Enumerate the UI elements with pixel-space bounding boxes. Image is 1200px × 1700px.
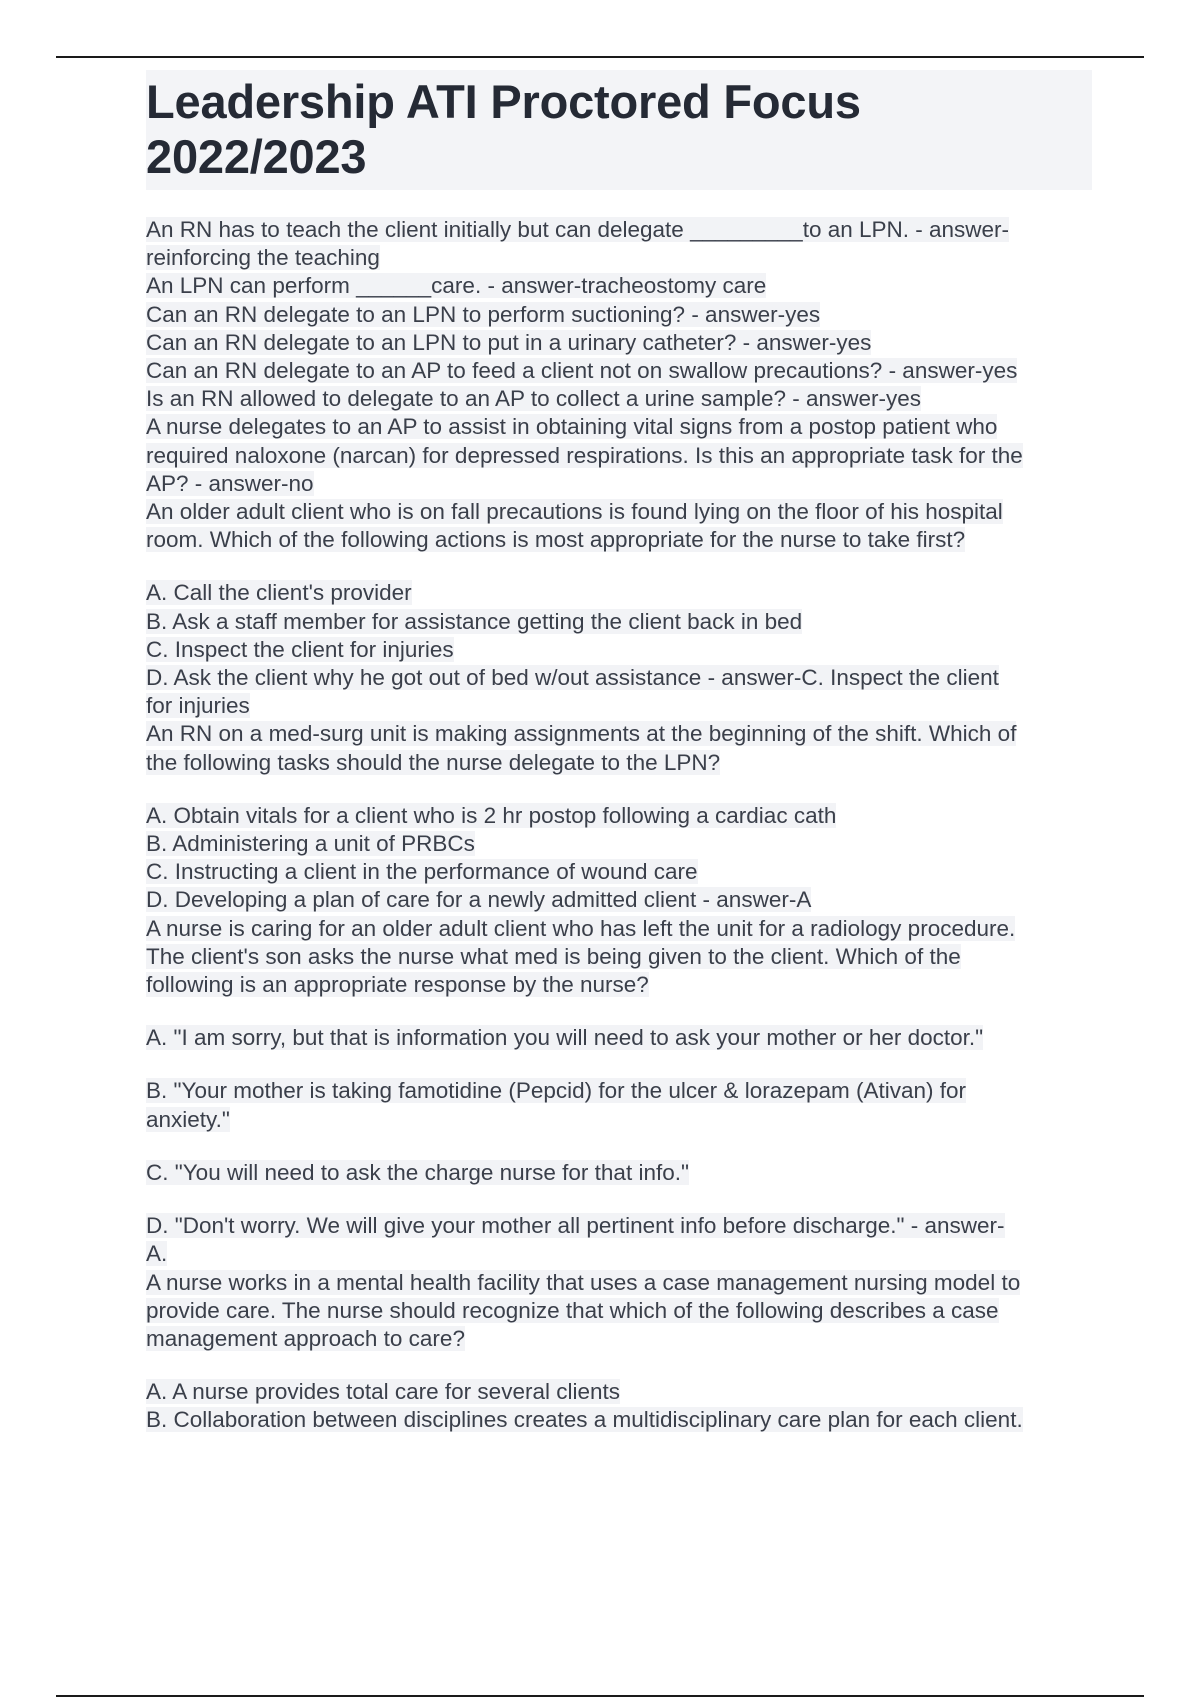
paragraph-gap (146, 554, 1092, 579)
text-line-content: A. Obtain vitals for a client who is 2 hr postop following a cardiac cath (146, 802, 837, 828)
text-line-content: for injuries (146, 693, 250, 719)
text-line (146, 216, 1092, 244)
text-line-content: A. "I am sorry, but that is information you will need to ask your mother or her doctor." (146, 1025, 984, 1051)
text-line (146, 329, 1092, 357)
text-line (146, 830, 1092, 858)
text-line (146, 608, 1092, 636)
text-line-content: C. "You will need to ask the charge nurse for that info." (146, 1159, 689, 1185)
text-line-content: reinforcing the teaching (146, 245, 380, 271)
text-line-content: anxiety." (146, 1106, 230, 1132)
paragraph-gap (146, 1353, 1092, 1378)
text-line-content: A nurse delegates to an AP to assist in obtaining vital signs from a postop patient who (146, 414, 998, 440)
text-line-content: B. "Your mother is taking famotidine (Pepcid) for the ulcer & lorazepam (Ativan) for (146, 1078, 967, 1104)
text-line-content: Can an RN delegate to an LPN to put in a urinary catheter? - answer-yes (146, 329, 872, 355)
text-line (146, 442, 1092, 470)
text-line (146, 1077, 1092, 1105)
document-body (146, 216, 1092, 1435)
paragraph-gap (146, 1052, 1092, 1077)
text-line (146, 244, 1092, 272)
text-line-content: D. "Don't worry. We will give your mother all pertinent info before discharge." - answer- (146, 1213, 1005, 1239)
document-title (146, 70, 1092, 190)
text-line (146, 692, 1092, 720)
text-line (146, 357, 1092, 385)
text-line-content: Can an RN delegate to an LPN to perform suctioning? - answer-yes (146, 301, 821, 327)
text-line-content: A. (146, 1241, 168, 1267)
text-line-content: An LPN can perform ______care. - answer-tracheostomy care (146, 273, 767, 299)
text-line-content: C. Inspect the client for injuries (146, 636, 454, 662)
text-line (146, 579, 1092, 607)
text-line (146, 385, 1092, 413)
text-line-content: A. A nurse provides total care for several clients (146, 1379, 620, 1405)
paragraph-gap (146, 999, 1092, 1024)
text-line-content: An RN on a med-surg unit is making assignments at the beginning of the shift. Which of (146, 721, 1017, 747)
text-line (146, 1378, 1092, 1406)
text-line (146, 1159, 1092, 1187)
text-line-content: C. Instructing a client in the performance of wound care (146, 859, 698, 885)
title-line: 2022/2023 (146, 130, 367, 183)
text-line-content: Can an RN delegate to an AP to feed a client not on swallow precautions? - answer-yes (146, 358, 1018, 384)
text-line (146, 858, 1092, 886)
text-line-content: B. Collaboration between disciplines creates a multidisciplinary care plan for each client. (146, 1407, 1023, 1433)
text-line-content: AP? - answer-no (146, 470, 314, 496)
text-line-content: A. Call the client's provider (146, 580, 412, 606)
text-line-content: required naloxone (narcan) for depressed respirations. Is this an appropriate task for the (146, 442, 1023, 468)
text-line (146, 498, 1092, 526)
text-line (146, 636, 1092, 664)
text-line (146, 526, 1092, 554)
text-line-content: D. Ask the client why he got out of bed w/out assistance - answer-C. Inspect the client (146, 665, 999, 691)
document-page (146, 70, 1092, 1435)
text-line (146, 802, 1092, 830)
text-line (146, 915, 1092, 943)
text-line (146, 272, 1092, 300)
text-line (146, 943, 1092, 971)
text-line-content: the following tasks should the nurse delegate to the LPN? (146, 749, 721, 775)
bottom-rule (56, 1695, 1144, 1697)
text-line-content: B. Ask a staff member for assistance getting the client back in bed (146, 608, 803, 634)
text-line-content: D. Developing a plan of care for a newly admitted client - answer-A (146, 887, 812, 913)
text-line (146, 664, 1092, 692)
text-line (146, 301, 1092, 329)
text-line (146, 1240, 1092, 1268)
text-line (146, 1406, 1092, 1434)
text-line-content: B. Administering a unit of PRBCs (146, 831, 475, 857)
text-line (146, 971, 1092, 999)
text-line (146, 413, 1092, 441)
text-line-content: management approach to care? (146, 1325, 465, 1351)
text-line-content: An RN has to teach the client initially but can delegate _________to an LPN. - answer- (146, 217, 1010, 242)
text-line-content: A nurse works in a mental health facility that uses a case management nursing model to (146, 1269, 1021, 1295)
text-line-content: following is an appropriate response by the nurse? (146, 972, 649, 998)
paragraph-gap (146, 1187, 1092, 1212)
text-line-content: provide care. The nurse should recognize that which of the following describes a case (146, 1297, 999, 1323)
text-line-content: A nurse is caring for an older adult client who has left the unit for a radiology procedure. (146, 915, 1016, 941)
text-line-content: room. Which of the following actions is most appropriate for the nurse to take first? (146, 527, 966, 553)
paragraph-gap (146, 1134, 1092, 1159)
text-line (146, 749, 1092, 777)
text-line (146, 886, 1092, 914)
text-line (146, 1212, 1092, 1240)
text-line (146, 1106, 1092, 1134)
text-line (146, 470, 1092, 498)
text-line (146, 1024, 1092, 1052)
text-line (146, 1297, 1092, 1325)
top-rule (56, 56, 1144, 58)
text-line (146, 720, 1092, 748)
text-line-content: Is an RN allowed to delegate to an AP to collect a urine sample? - answer-yes (146, 386, 922, 412)
paragraph-gap (146, 777, 1092, 802)
text-line (146, 1325, 1092, 1353)
text-line (146, 1269, 1092, 1297)
text-line-content: The client's son asks the nurse what med is being given to the client. Which of the (146, 943, 961, 969)
text-line-content: An older adult client who is on fall precautions is found lying on the floor of his hospital (146, 499, 1003, 525)
title-line: Leadership ATI Proctored Focus (146, 75, 861, 128)
